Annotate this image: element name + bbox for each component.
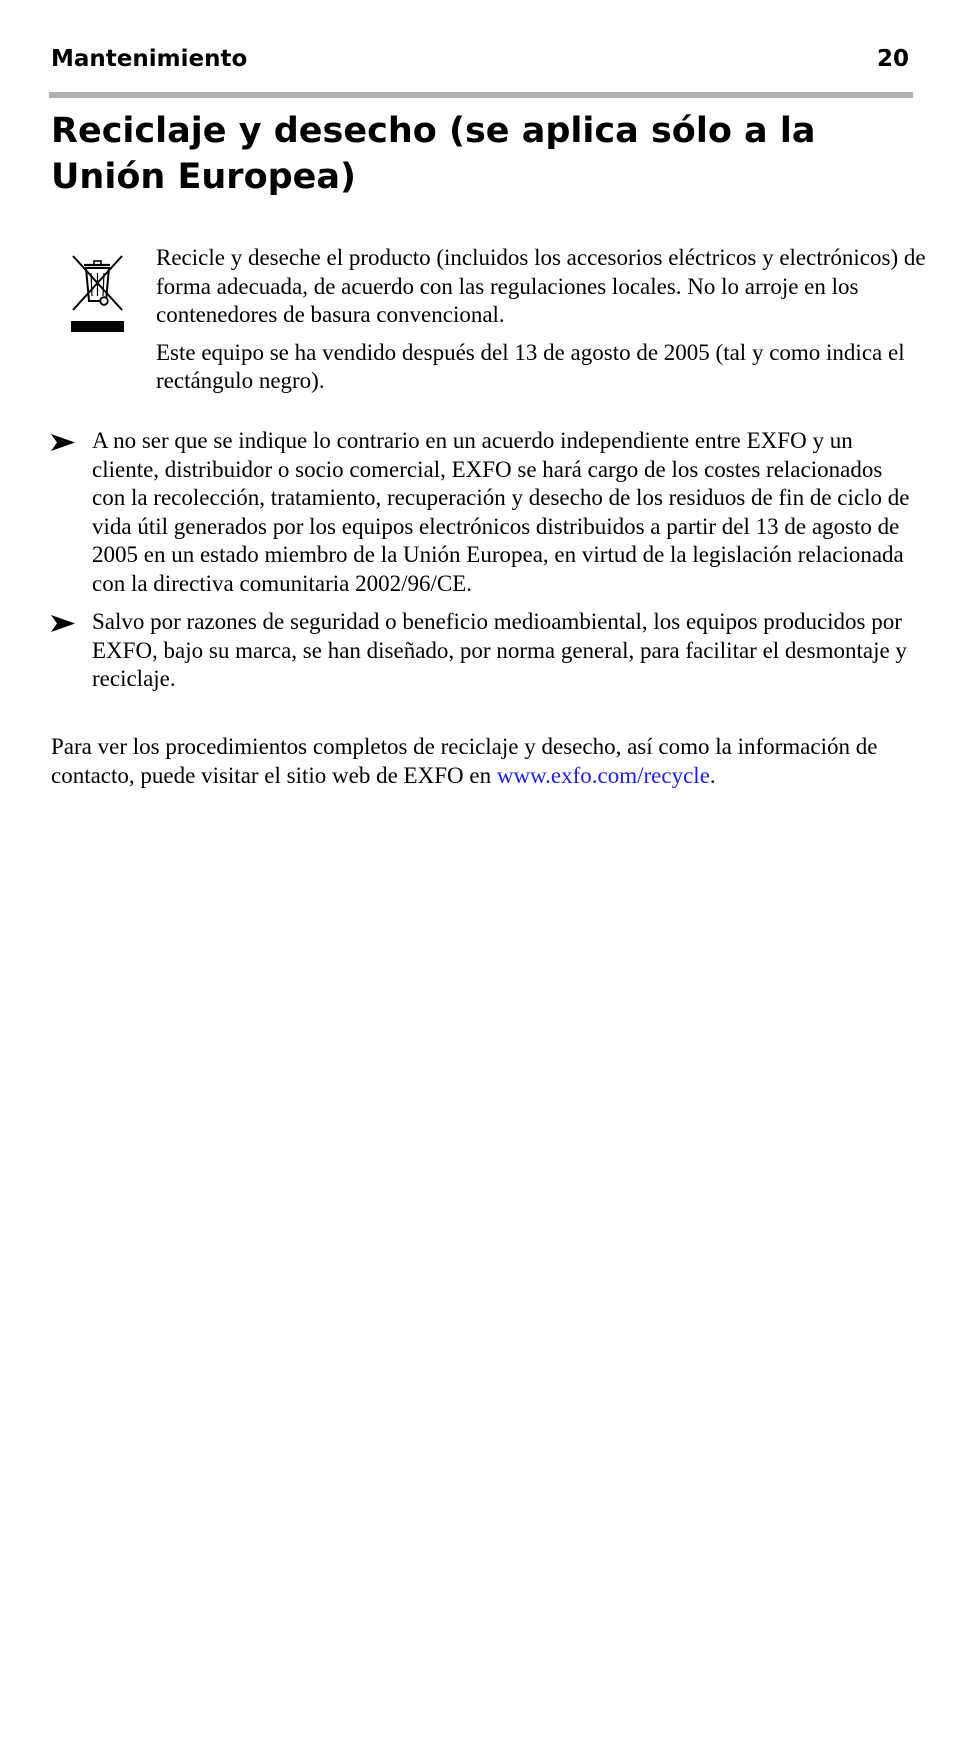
weee-notice (156, 244, 954, 405)
page-title: Reciclaje y desecho (se aplica sólo a la Unión Europea) (51, 111, 816, 197)
bullet-list (51, 427, 911, 704)
list-item-text: Salvo por razones de seguridad o beneficio medioambiental, los equipos producidos por EXFO, bajo su marca, se han diseñado, por norma general, para facilitar el desmontaje y reciclaje. (92, 609, 907, 691)
crossed-out-wheelie-bin-icon (67, 250, 127, 340)
list-item (51, 608, 911, 694)
closing-period: . (709, 762, 716, 788)
list-item-text: A no ser que se indique lo contrario en un acuerdo independiente entre EXFO y un cliente, distribuidor o socio comercial, EXFO se hará cargo de los costes relacionados con la recolección, tratamiento, recuperación y desecho de los residuos de fin de ciclo de vida útil generados por los equipos electrónicos distribuidos a partir del 13 de agosto de 2005 en un estado miembro de la Unión Europea, en virtud de la legislación relacionada con la directiva comunitaria 2002/96/CE. (92, 428, 910, 596)
header-divider (49, 92, 913, 98)
notice-paragraph: Recicle y deseche el producto (incluidos los accesorios eléctricos y electrónicos) de forma adecuada, de acuerdo con las regulaciones locales. No lo arroje en los contenedores de basura convencional. (156, 245, 926, 327)
arrow-bullet-icon (51, 615, 75, 632)
arrow-bullet-icon (51, 434, 75, 451)
recycle-link[interactable]: www.exfo.com/recycle (496, 762, 710, 788)
page-header (51, 42, 911, 76)
closing-paragraph (51, 733, 911, 790)
list-item (51, 427, 911, 598)
notice-paragraph: Este equipo se ha vendido después del 13 de agosto de 2005 (tal y como indica el rectángulo negro). (156, 339, 905, 393)
closing-text: Para ver los procedimientos completos de reciclaje y desecho, así como la información de contacto, puede visitar el sitio web de EXFO en (51, 734, 878, 788)
page-number: 20 (876, 46, 909, 72)
section-title: Mantenimiento (51, 46, 248, 72)
